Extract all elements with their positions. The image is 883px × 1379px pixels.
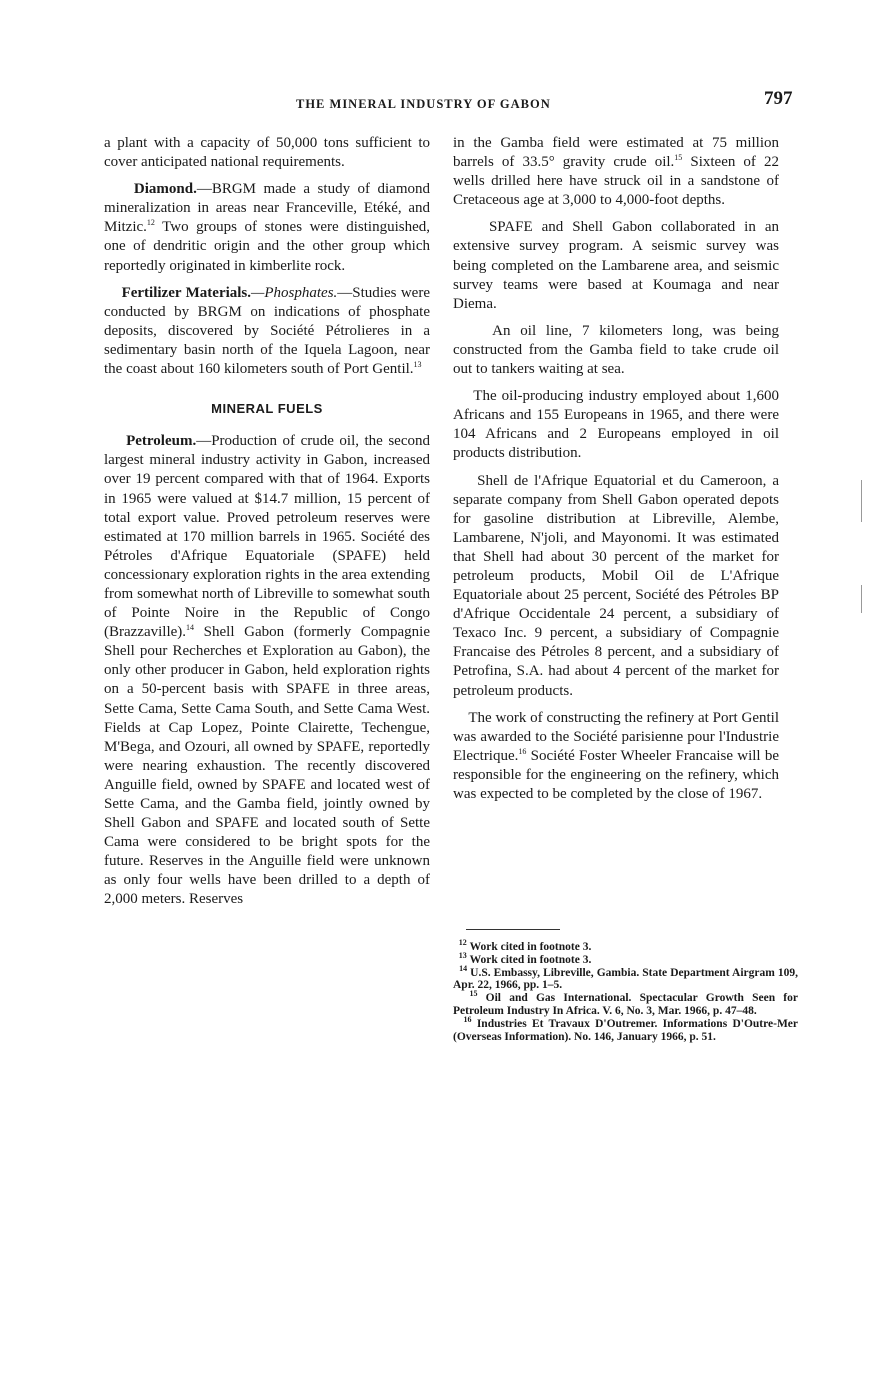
footnote-ref-12: 12 (146, 218, 155, 228)
footnote-15 (453, 989, 798, 1018)
page-number: 797 (764, 88, 793, 109)
survey-text: SPAFE and Shell Gabon collaborated in an extensive survey program. A seismic survey was being completed on the Lambarene area, and seismic survey teams were based at Koumaga and near Diema. (453, 219, 779, 312)
refinery-text-b: Société Foster Wheeler Francaise will be responsible for the engineering on the refinery, which was expected to be completed by the close of 1967. (453, 747, 779, 802)
footnote-text: Work cited in footnote 3. (469, 941, 592, 953)
employment-text: The oil-producing industry employed about 1,600 Africans and 155 Europeans in 1965, and there were 104 Africans and 2 Europeans employed in oil products distribution. (453, 388, 779, 462)
market-share-text: Shell de l'Afrique Equatorial et du Cameroon, a separate company from Shell Gabon operated depots for gasoline distribution at Libreville, Alembe, Lambarene, N'joli, and Mayonomi. It was estimated that Shell had about 30 percent of the market for petroleum products, Mobil Oil de L'Afrique Equatoriale about 25 percent, Société des Pétroles BP d'Afrique Occidentale 24 percent, a subsidiary of Texaco Inc. 9 percent, a subsidiary of Compagnie Francaise des Pétroles 8 percent, and a subsidiary of Petrofina, S.A. had about 4 percent of the market for petroleum products. (453, 472, 780, 699)
footnote-mark: 15 (469, 989, 478, 999)
footnote-mark: 13 (458, 950, 467, 960)
running-head: THE MINERAL INDUSTRY OF GABON (296, 97, 551, 111)
diamond-text-a: —BRGM made a study of diamond mineralization in areas near Franceville, Etéké, and Mitzic. (104, 181, 430, 236)
fertilizer-lead: Fertilizer Materials. (121, 284, 252, 301)
footnote-text: U.S. Embassy, Libreville, Gambia. State Department Airgram 109, Apr. 22, 1966, pp. 1–5. (453, 966, 798, 992)
footnote-mark: 12 (458, 938, 467, 948)
footnote-rule (466, 929, 560, 930)
footnote-ref-13: 13 (413, 360, 422, 370)
diamond-text-b: Two groups of stones were distinguished, one of dendritic origin and the other group which reportedly originated in kimberlite rock. (104, 219, 430, 274)
footnote-13 (453, 950, 798, 967)
paragraph-diamond (104, 180, 430, 275)
fertilizer-text: —Studies were conducted by BRGM on indications of phosphate deposits, discovered by Société Pétrolieres in a sedimentary basin north of the Iquela Lagoon, near the coast about 160 kilometers south of Port Gentil. (104, 284, 430, 378)
footnote-text: Work cited in footnote 3. (469, 953, 592, 966)
petroleum-lead: Petroleum. (126, 433, 197, 450)
margin-mark (861, 585, 862, 613)
paragraph-gamba-reserves (453, 134, 779, 210)
footnote-12 (453, 938, 798, 954)
paragraph-refinery (453, 709, 779, 804)
diamond-lead: Diamond. (133, 181, 197, 198)
left-column (104, 134, 430, 918)
paragraph-oil-line (453, 322, 779, 379)
paragraph-market-share (453, 472, 779, 701)
paragraph-employment (453, 387, 779, 463)
paragraph-fertilizer (104, 284, 430, 379)
petroleum-text-a: —Production of crude oil, the second largest mineral industry activity in Gabon, increased over 19 percent compared with that of 1964. Exports in 1965 were valued at $14.7 million, 15 percent of total export value. Proved petroleum reserves were estimated at 170 million barrels in 1965. Société des Pétroles d'Afrique Equatoriale (SPAFE) held concessionary exploration rights in the area extending from somewhat north of Libreville to somewhat south of Pointe Noire in the Republic of Congo (Brazzaville). (104, 433, 430, 641)
footnote-ref-14: 14 (186, 623, 195, 633)
gamba-text-a: in the Gamba field were estimated at 75 million barrels of 33.5° gravity crude oil. (453, 135, 779, 171)
section-heading-mineral-fuels: MINERAL FUELS (211, 401, 323, 417)
paragraph-petroleum (104, 432, 430, 909)
phosphates-sublead: —Phosphates. (251, 284, 338, 301)
footnote-text: Industries Et Travaux D'Outremer. Informations D'Outre-Mer (Overseas Information). No. 146, January 1966, p. 51. (453, 1017, 799, 1043)
footnote-14 (453, 963, 798, 993)
refinery-text-a: The work of constructing the refinery at Port Gentil was awarded to the Société parisienne pour l'Industrie Electrique. (453, 709, 779, 764)
footnotes (453, 938, 799, 1043)
margin-mark (861, 480, 862, 522)
petroleum-text-b: Shell Gabon (formerly Compagnie Shell pour Recherches et Exploration au Gabon), the only other producer in Gabon, held exploration rights on a 50-percent basis with SPAFE in three areas, Sette Cama, Sette Cama South, and Sette Cama West. Fields at Cap Lopez, Pointe Clairette, Techengue, M'Bega, and Ozouri, all owned by SPAFE, reportedly were nearing exhaustion. The recently discovered Anguille field, owned by SPAFE and located west of Sette Cama, and the Gamba field, jointly owned by Shell Gabon and SPAFE and located south of Sette Cama were considered to be bright spots for the future. Reserves in the Anguille field were unknown as only four wells have been drilled to a depth of 2,000 meters. Reserves (104, 624, 430, 908)
footnote-ref-15: 15 (674, 153, 683, 163)
footnote-text: Oil and Gas International. Spectacular Growth Seen for Petroleum Industry In Africa. V. 6, No. 3, Mar. 1966, p. 47–48. (453, 992, 798, 1017)
footnote-mark: 16 (463, 1014, 472, 1024)
footnote-16 (453, 1014, 799, 1044)
footnote-ref-16: 16 (518, 746, 527, 756)
paragraph-continuation: a plant with a capacity of 50,000 tons sufficient to cover anticipated national requirements. (104, 135, 430, 171)
footnote-mark: 14 (459, 963, 468, 973)
paragraph-survey (453, 218, 779, 313)
right-column (453, 134, 779, 812)
oil-line-text: An oil line, 7 kilometers long, was being constructed from the Gamba field to take crude oil out to tankers waiting at sea. (453, 322, 779, 378)
gamba-text-b: Sixteen of 22 wells drilled here have struck oil in a sandstone of Cretaceous age at 3,000 to 4,000-foot depths. (453, 154, 779, 209)
